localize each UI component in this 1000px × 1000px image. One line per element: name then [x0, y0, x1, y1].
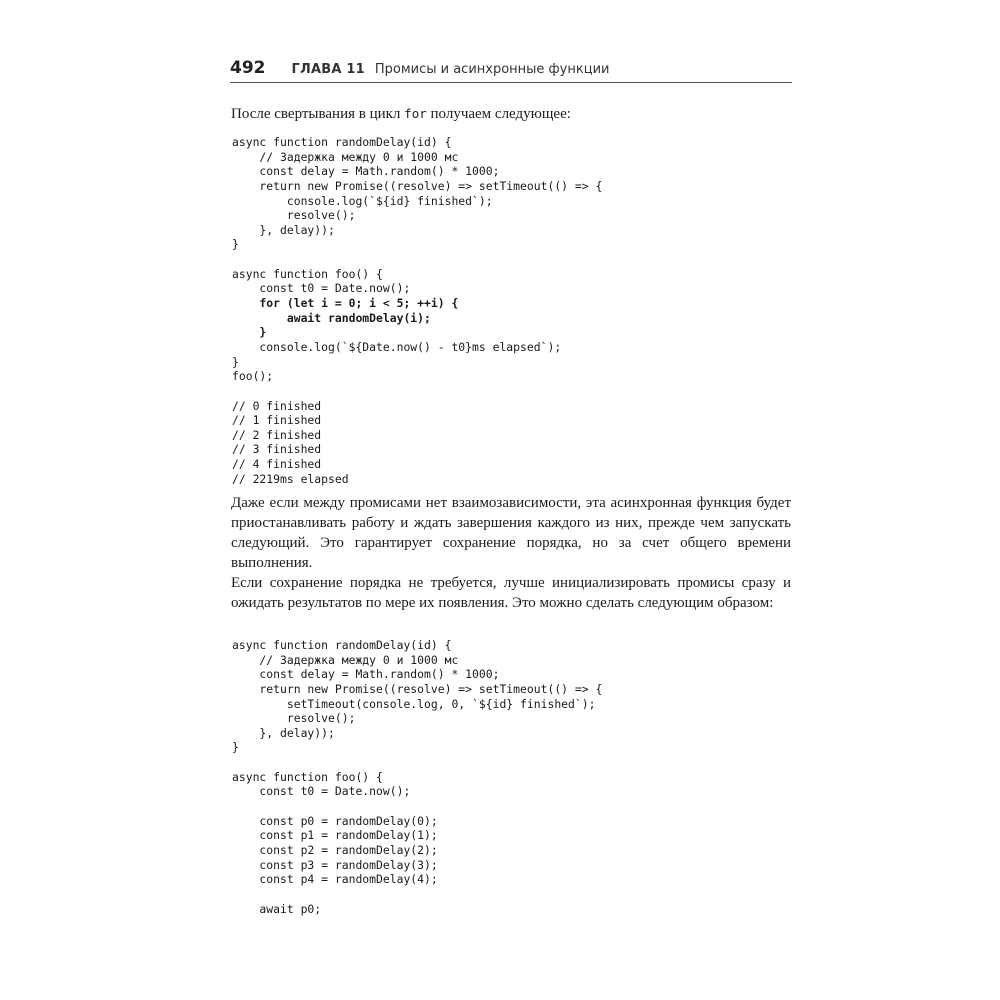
intro-inline-code: for — [404, 106, 427, 121]
code-line: setTimeout(console.log, 0, `${id} finished`); — [232, 696, 596, 711]
code-line: const delay = Math.random() * 1000; — [232, 164, 500, 179]
code-line: const delay = Math.random() * 1000; — [232, 667, 500, 682]
body-paragraph-2: Если сохранение порядка не требуется, лучше инициализировать промисы сразу и ожидать результатов по мере их появления. Это можно сделать следующим образом: — [231, 575, 791, 611]
code-line — [232, 887, 602, 902]
code-line: // 3 finished — [232, 442, 322, 457]
code-line: async function randomDelay(id) { — [232, 135, 452, 149]
code-line: // Задержка между 0 и 1000 мс — [232, 652, 459, 667]
code-line: // 2219ms elapsed — [232, 471, 349, 486]
code-line: const p3 = randomDelay(3); — [232, 857, 438, 872]
page-number: 492 — [230, 58, 266, 78]
code-line — [232, 799, 602, 814]
code-line: const p0 = randomDelay(0); — [232, 813, 438, 828]
code-line: foo(); — [232, 369, 274, 384]
code-line: // 2 finished — [232, 427, 322, 442]
code-line: resolve(); — [232, 208, 356, 223]
code-line: }, delay)); — [232, 725, 335, 740]
code-line: } — [232, 325, 267, 340]
chapter-title: Промисы и асинхронные функции — [374, 62, 610, 77]
code-line: const t0 = Date.now(); — [232, 784, 411, 799]
code-line: const p2 = randomDelay(2); — [232, 842, 438, 857]
intro-paragraph — [231, 104, 791, 124]
chapter-label: ГЛАВА 11 — [291, 62, 365, 77]
code-line: } — [232, 354, 239, 369]
code-line: for (let i = 0; i < 5; ++i) { — [232, 296, 459, 311]
code-listing-2 — [232, 638, 602, 916]
code-line: // Задержка между 0 и 1000 мс — [232, 149, 459, 164]
code-listing-1 — [232, 135, 602, 486]
code-line: async function foo() { — [232, 769, 383, 784]
code-line: async function randomDelay(id) { — [232, 638, 452, 652]
code-line: }, delay)); — [232, 222, 335, 237]
code-line: resolve(); — [232, 711, 356, 726]
code-line: // 4 finished — [232, 457, 322, 472]
code-line: // 1 finished — [232, 413, 322, 428]
code-line: console.log(`${Date.now() - t0}ms elapsed`); — [232, 339, 562, 354]
running-header — [230, 58, 790, 82]
intro-text-before: После свертывания в цикл — [231, 106, 405, 122]
code-line: const p1 = randomDelay(1); — [232, 828, 438, 843]
code-line: } — [232, 740, 239, 755]
code-line: async function foo() { — [232, 266, 383, 281]
code-line: const t0 = Date.now(); — [232, 281, 411, 296]
code-line: // 0 finished — [232, 398, 322, 413]
code-line — [232, 755, 602, 770]
intro-text-after: получаем следующее: — [426, 106, 571, 122]
body-paragraph-1: Даже если между промисами нет взаимозависимости, эта асинхронная функция будет приостанавливать работу и ждать завершения каждого из них, прежде чем запускать следующий. Это гарантирует сохранение порядка, но за счет общего времени выполнения. — [231, 495, 791, 571]
code-line: await randomDelay(i); — [232, 310, 431, 325]
code-line — [232, 384, 602, 399]
code-line: const p4 = randomDelay(4); — [232, 872, 438, 887]
code-line: } — [232, 237, 239, 252]
header-rule — [230, 82, 792, 83]
code-line: await p0; — [232, 901, 322, 916]
code-line: return new Promise((resolve) => setTimeout(() => { — [232, 178, 603, 193]
code-line: return new Promise((resolve) => setTimeout(() => { — [232, 681, 603, 696]
code-line — [232, 252, 602, 267]
code-line: console.log(`${id} finished`); — [232, 193, 493, 208]
